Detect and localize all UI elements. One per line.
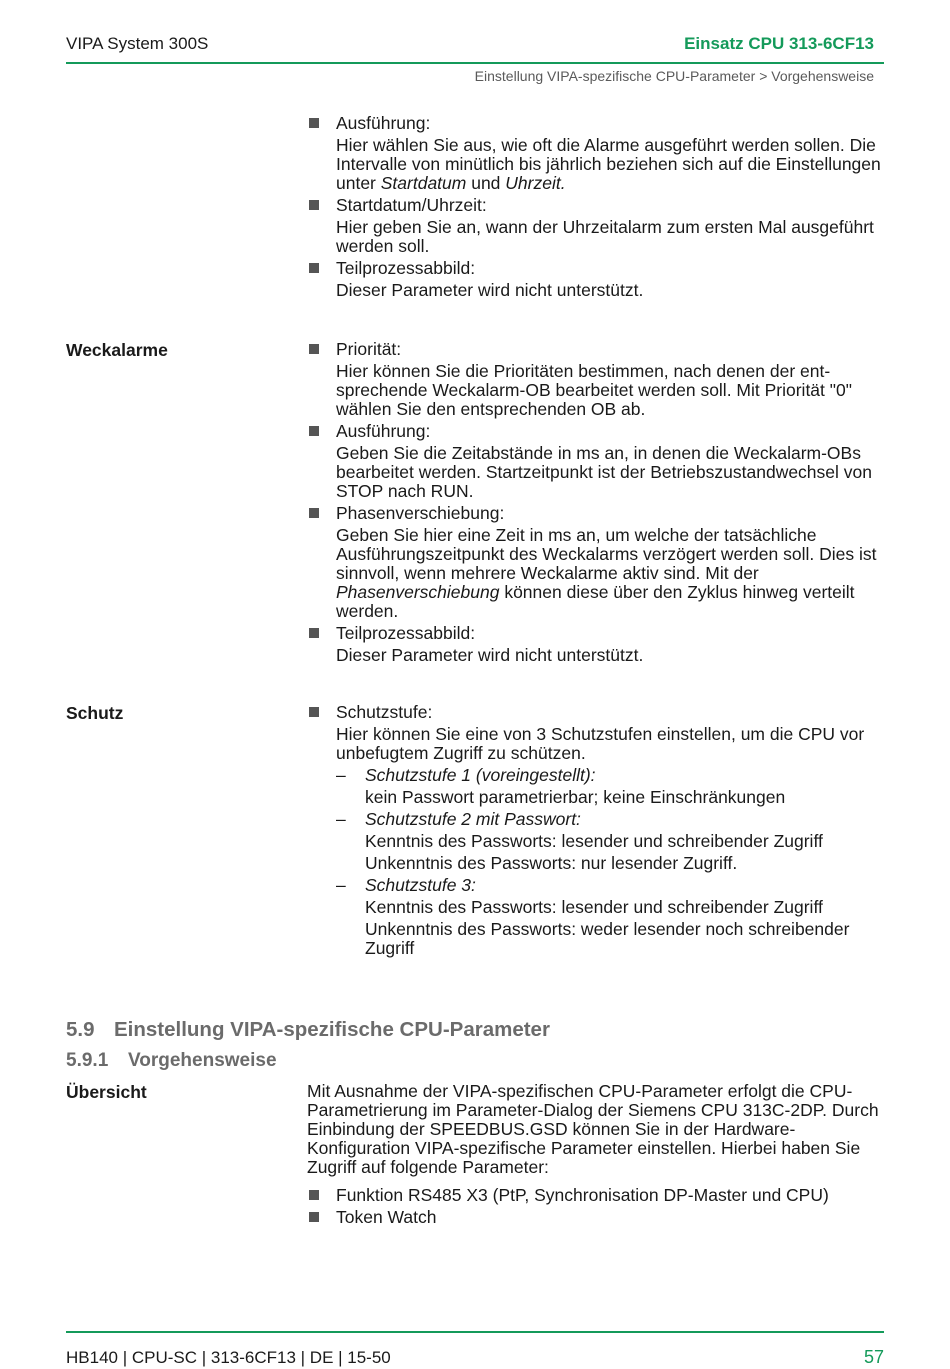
protection-level-2 bbox=[336, 810, 887, 873]
param-description: Dieser Parameter wird nicht unterstützt. bbox=[336, 280, 644, 300]
subsection-title: Vorgehensweise bbox=[128, 1050, 277, 1071]
bullet-square-icon bbox=[309, 426, 319, 436]
overview-section bbox=[307, 1082, 882, 1227]
param-description: Hier können Sie die Prioritäten bestimmen, nach denen der entsprechende Weckalarm-OB bearbeitet werden soll. Mit Priorität "0" wählen Sie den entsprechenden OB ab. bbox=[336, 361, 852, 419]
subsection-number: 5.9.1 bbox=[66, 1050, 109, 1071]
overview-paragraph: Mit Ausnahme der VIPA-spezifischen CPU-Parameter erfolgt die CPU-Parametrierung im Parameter-Dialog der Siemens CPU 313C-2DP. Durch Einbindung der SPEEDBUS.GSD können Sie in der Hardware-Konfiguration VIPA-spezifische Parameter einstellen. Hierbei haben Sie Zugriff auf folgende Parameter: bbox=[307, 1081, 879, 1177]
param-label: Startdatum/Uhrzeit: bbox=[336, 195, 487, 215]
level-line: Kenntnis des Passworts: lesender und schreibender Zugriff bbox=[365, 897, 823, 917]
overview-bullet-text: Token Watch bbox=[336, 1207, 437, 1227]
footer-divider bbox=[66, 1331, 884, 1333]
protection-params bbox=[307, 703, 887, 961]
list-item bbox=[307, 422, 887, 501]
side-heading-uebersicht: Übersicht bbox=[66, 1082, 147, 1102]
overview-bullet-text: Funktion RS485 X3 (PtP, Synchronisation DP-Master und CPU) bbox=[336, 1185, 829, 1205]
bullet-square-icon bbox=[309, 344, 319, 354]
list-item bbox=[307, 703, 887, 958]
bullet-square-icon bbox=[309, 1212, 319, 1222]
list-item bbox=[307, 1208, 882, 1227]
list-item bbox=[307, 340, 887, 419]
section-heading bbox=[66, 1018, 550, 1042]
param-description: Hier wählen Sie aus, wie oft die Alarme ausgeführt werden sollen. Die Intervalle von minütlich bis jährlich beziehen sich auf die Einstellungen unter Startdatum und Uhrzeit. bbox=[336, 135, 881, 193]
bullet-square-icon bbox=[309, 628, 319, 638]
param-description: Hier können Sie eine von 3 Schutzstufen einstellen, um die CPU vor unbefugtem Zugriff zu schützen. bbox=[336, 724, 865, 763]
page-number: 57 bbox=[863, 1347, 884, 1367]
footer-doc-id: HB140 | CPU-SC | 313-6CF13 | DE | 15-50 bbox=[66, 1348, 391, 1367]
param-description: Geben Sie die Zeitabstände in ms an, in denen die Weckalarm-OBs bearbeitet werden. Startzeitpunkt ist der Betriebszustandwechsel von STOP nach RUN. bbox=[336, 443, 872, 501]
list-item bbox=[307, 259, 887, 300]
dash-marker: – bbox=[336, 875, 346, 895]
list-item bbox=[307, 504, 887, 621]
bullet-square-icon bbox=[309, 508, 319, 518]
list-item bbox=[307, 1186, 882, 1205]
header-breadcrumb: Einstellung VIPA-spezifische CPU-Parameter > Vorgehensweise bbox=[474, 68, 874, 84]
bullet-square-icon bbox=[309, 200, 319, 210]
bullet-square-icon bbox=[309, 707, 319, 717]
header-doc-title: VIPA System 300S bbox=[66, 34, 209, 53]
list-item bbox=[307, 624, 887, 665]
list-item bbox=[307, 196, 887, 256]
header-divider bbox=[66, 62, 884, 64]
level-line: kein Passwort parametrierbar; keine Einschränkungen bbox=[365, 787, 786, 807]
level-name: Schutzstufe 1 (voreingestellt): bbox=[365, 765, 596, 785]
param-label: Teilprozessabbild: bbox=[336, 623, 476, 643]
level-line: Unkenntnis des Passworts: nur lesender Zugriff. bbox=[365, 853, 738, 873]
protection-level-3 bbox=[336, 876, 887, 958]
subsection-heading bbox=[66, 1050, 277, 1072]
bullet-square-icon bbox=[309, 118, 319, 128]
param-label: Priorität: bbox=[336, 339, 402, 359]
section-title: Einstellung VIPA-spezifische CPU-Parameter bbox=[114, 1018, 550, 1041]
param-label: Schutzstufe: bbox=[336, 702, 433, 722]
level-line: Kenntnis des Passworts: lesender und schreibender Zugriff bbox=[365, 831, 823, 851]
param-label: Ausführung: bbox=[336, 421, 431, 441]
bullet-square-icon bbox=[309, 1190, 319, 1200]
dash-marker: – bbox=[336, 809, 346, 829]
param-label: Ausführung: bbox=[336, 113, 431, 133]
level-name: Schutzstufe 2 mit Passwort: bbox=[365, 809, 581, 829]
side-heading-weckalarme: Weckalarme bbox=[66, 340, 168, 360]
param-description: Hier geben Sie an, wann der Uhrzeitalarm zum ersten Mal ausgeführt werden soll. bbox=[336, 217, 874, 256]
protection-level-1 bbox=[336, 766, 887, 807]
param-label: Teilprozessabbild: bbox=[336, 258, 476, 278]
side-heading-schutz: Schutz bbox=[66, 703, 124, 723]
section-number: 5.9 bbox=[66, 1018, 95, 1041]
bullet-square-icon bbox=[309, 263, 319, 273]
list-item bbox=[307, 114, 887, 193]
time-alarm-params bbox=[307, 114, 887, 303]
param-description: Geben Sie hier eine Zeit in ms an, um welche der tatsächliche Ausführungszeitpunkt des Weckalarms verzögert werden soll. Dies ist sinnvoll, wenn mehrere Weckalarme aktiv sind. Mit der Phasenverschiebung können diese über den Zyklus hinweg verteilt werden. bbox=[336, 525, 877, 621]
cyclic-alarm-params bbox=[307, 340, 887, 668]
dash-marker: – bbox=[336, 765, 346, 785]
header-chapter-title: Einsatz CPU 313-6CF13 bbox=[684, 34, 874, 53]
level-name: Schutzstufe 3: bbox=[365, 875, 476, 895]
param-description: Dieser Parameter wird nicht unterstützt. bbox=[336, 645, 644, 665]
param-label: Phasenverschiebung: bbox=[336, 503, 505, 523]
level-line: Unkenntnis des Passworts: weder lesender noch schreibender Zugriff bbox=[365, 919, 850, 958]
